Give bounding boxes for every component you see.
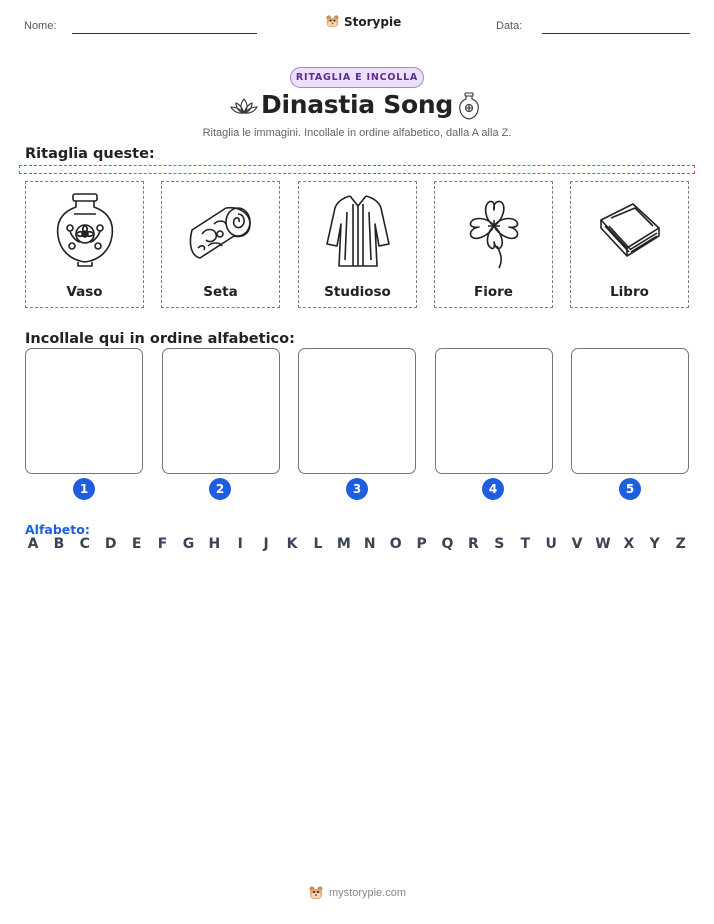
- paste-box-1[interactable]: [25, 348, 143, 474]
- name-line[interactable]: [72, 33, 257, 34]
- cut-heading: Ritaglia queste:: [25, 146, 155, 162]
- card-label: Studioso: [324, 284, 391, 300]
- name-label: Nome:: [24, 20, 57, 32]
- alphabet-letter: C: [79, 536, 90, 552]
- brand-logo: [325, 14, 401, 29]
- alphabet-letter: H: [208, 536, 221, 552]
- alphabet-letter: O: [389, 536, 402, 552]
- card-label: Seta: [203, 284, 238, 300]
- alphabet-letter: R: [468, 536, 479, 552]
- number-badge-4: 4: [482, 478, 504, 500]
- alphabet-letter: W: [595, 536, 611, 552]
- alphabet-letter: Q: [441, 536, 454, 552]
- paste-box-3[interactable]: [298, 348, 416, 474]
- vase-icon: [50, 190, 120, 270]
- book-icon: [595, 190, 665, 270]
- alphabet-letter: E: [131, 536, 142, 552]
- flower-icon: [459, 190, 529, 270]
- cut-line: [19, 165, 695, 174]
- paste-box-5[interactable]: [571, 348, 689, 474]
- card-label: Libro: [610, 284, 649, 300]
- number-badge-2: 2: [209, 478, 231, 500]
- alphabet-row: [25, 536, 689, 552]
- paste-box-2[interactable]: [162, 348, 280, 474]
- card-label: Vaso: [66, 284, 103, 300]
- alphabet-letter: L: [313, 536, 323, 552]
- cut-card-fiore[interactable]: [434, 181, 553, 308]
- alphabet-letter: N: [363, 536, 376, 552]
- silk-roll-icon: [186, 190, 256, 270]
- cut-card-studioso[interactable]: [298, 181, 417, 308]
- alphabet-letter: U: [545, 536, 557, 552]
- alphabet-letter: K: [286, 536, 298, 552]
- alphabet-heading: Alfabeto:: [25, 522, 90, 537]
- alphabet-letter: A: [27, 536, 39, 552]
- alphabet-letter: B: [53, 536, 65, 552]
- activity-badge: RITAGLIA E INCOLLA: [290, 67, 424, 88]
- number-badge-5: 5: [619, 478, 641, 500]
- vase-icon: [458, 92, 480, 120]
- alphabet-letter: X: [623, 536, 635, 552]
- page-title: Dinastia Song: [261, 90, 453, 119]
- scholar-robe-icon: [323, 190, 393, 270]
- alphabet-letter: Z: [675, 536, 686, 552]
- alphabet-letter: P: [416, 536, 427, 552]
- paste-box-4[interactable]: [435, 348, 553, 474]
- alphabet-letter: S: [494, 536, 505, 552]
- alphabet-letter: F: [157, 536, 168, 552]
- alphabet-letter: M: [336, 536, 351, 552]
- storypie-mascot-icon: [308, 885, 324, 901]
- cut-card-seta[interactable]: [161, 181, 280, 308]
- cut-card-libro[interactable]: [570, 181, 689, 308]
- alphabet-letter: I: [237, 536, 243, 552]
- paste-heading: Incollale qui in ordine alfabetico:: [25, 331, 295, 347]
- alphabet-letter: G: [182, 536, 195, 552]
- storypie-mascot-icon: [325, 14, 340, 29]
- cut-card-vaso[interactable]: [25, 181, 144, 308]
- alphabet-letter: V: [571, 536, 583, 552]
- alphabet-letter: D: [104, 536, 117, 552]
- instructions: Ritaglia le immagini. Incollale in ordine alfabetico, dalla A alla Z.: [202, 127, 512, 139]
- number-badge-3: 3: [346, 478, 368, 500]
- date-label: Data:: [496, 20, 523, 32]
- footer: [0, 885, 714, 901]
- footer-site[interactable]: mystorypie.com: [328, 887, 407, 899]
- alphabet-letter: J: [263, 536, 269, 552]
- card-label: Fiore: [474, 284, 513, 300]
- alphabet-letter: T: [520, 536, 530, 552]
- number-badge-1: 1: [73, 478, 95, 500]
- brand-name: Storypie: [344, 14, 402, 29]
- date-line[interactable]: [542, 33, 690, 34]
- alphabet-letter: Y: [649, 536, 660, 552]
